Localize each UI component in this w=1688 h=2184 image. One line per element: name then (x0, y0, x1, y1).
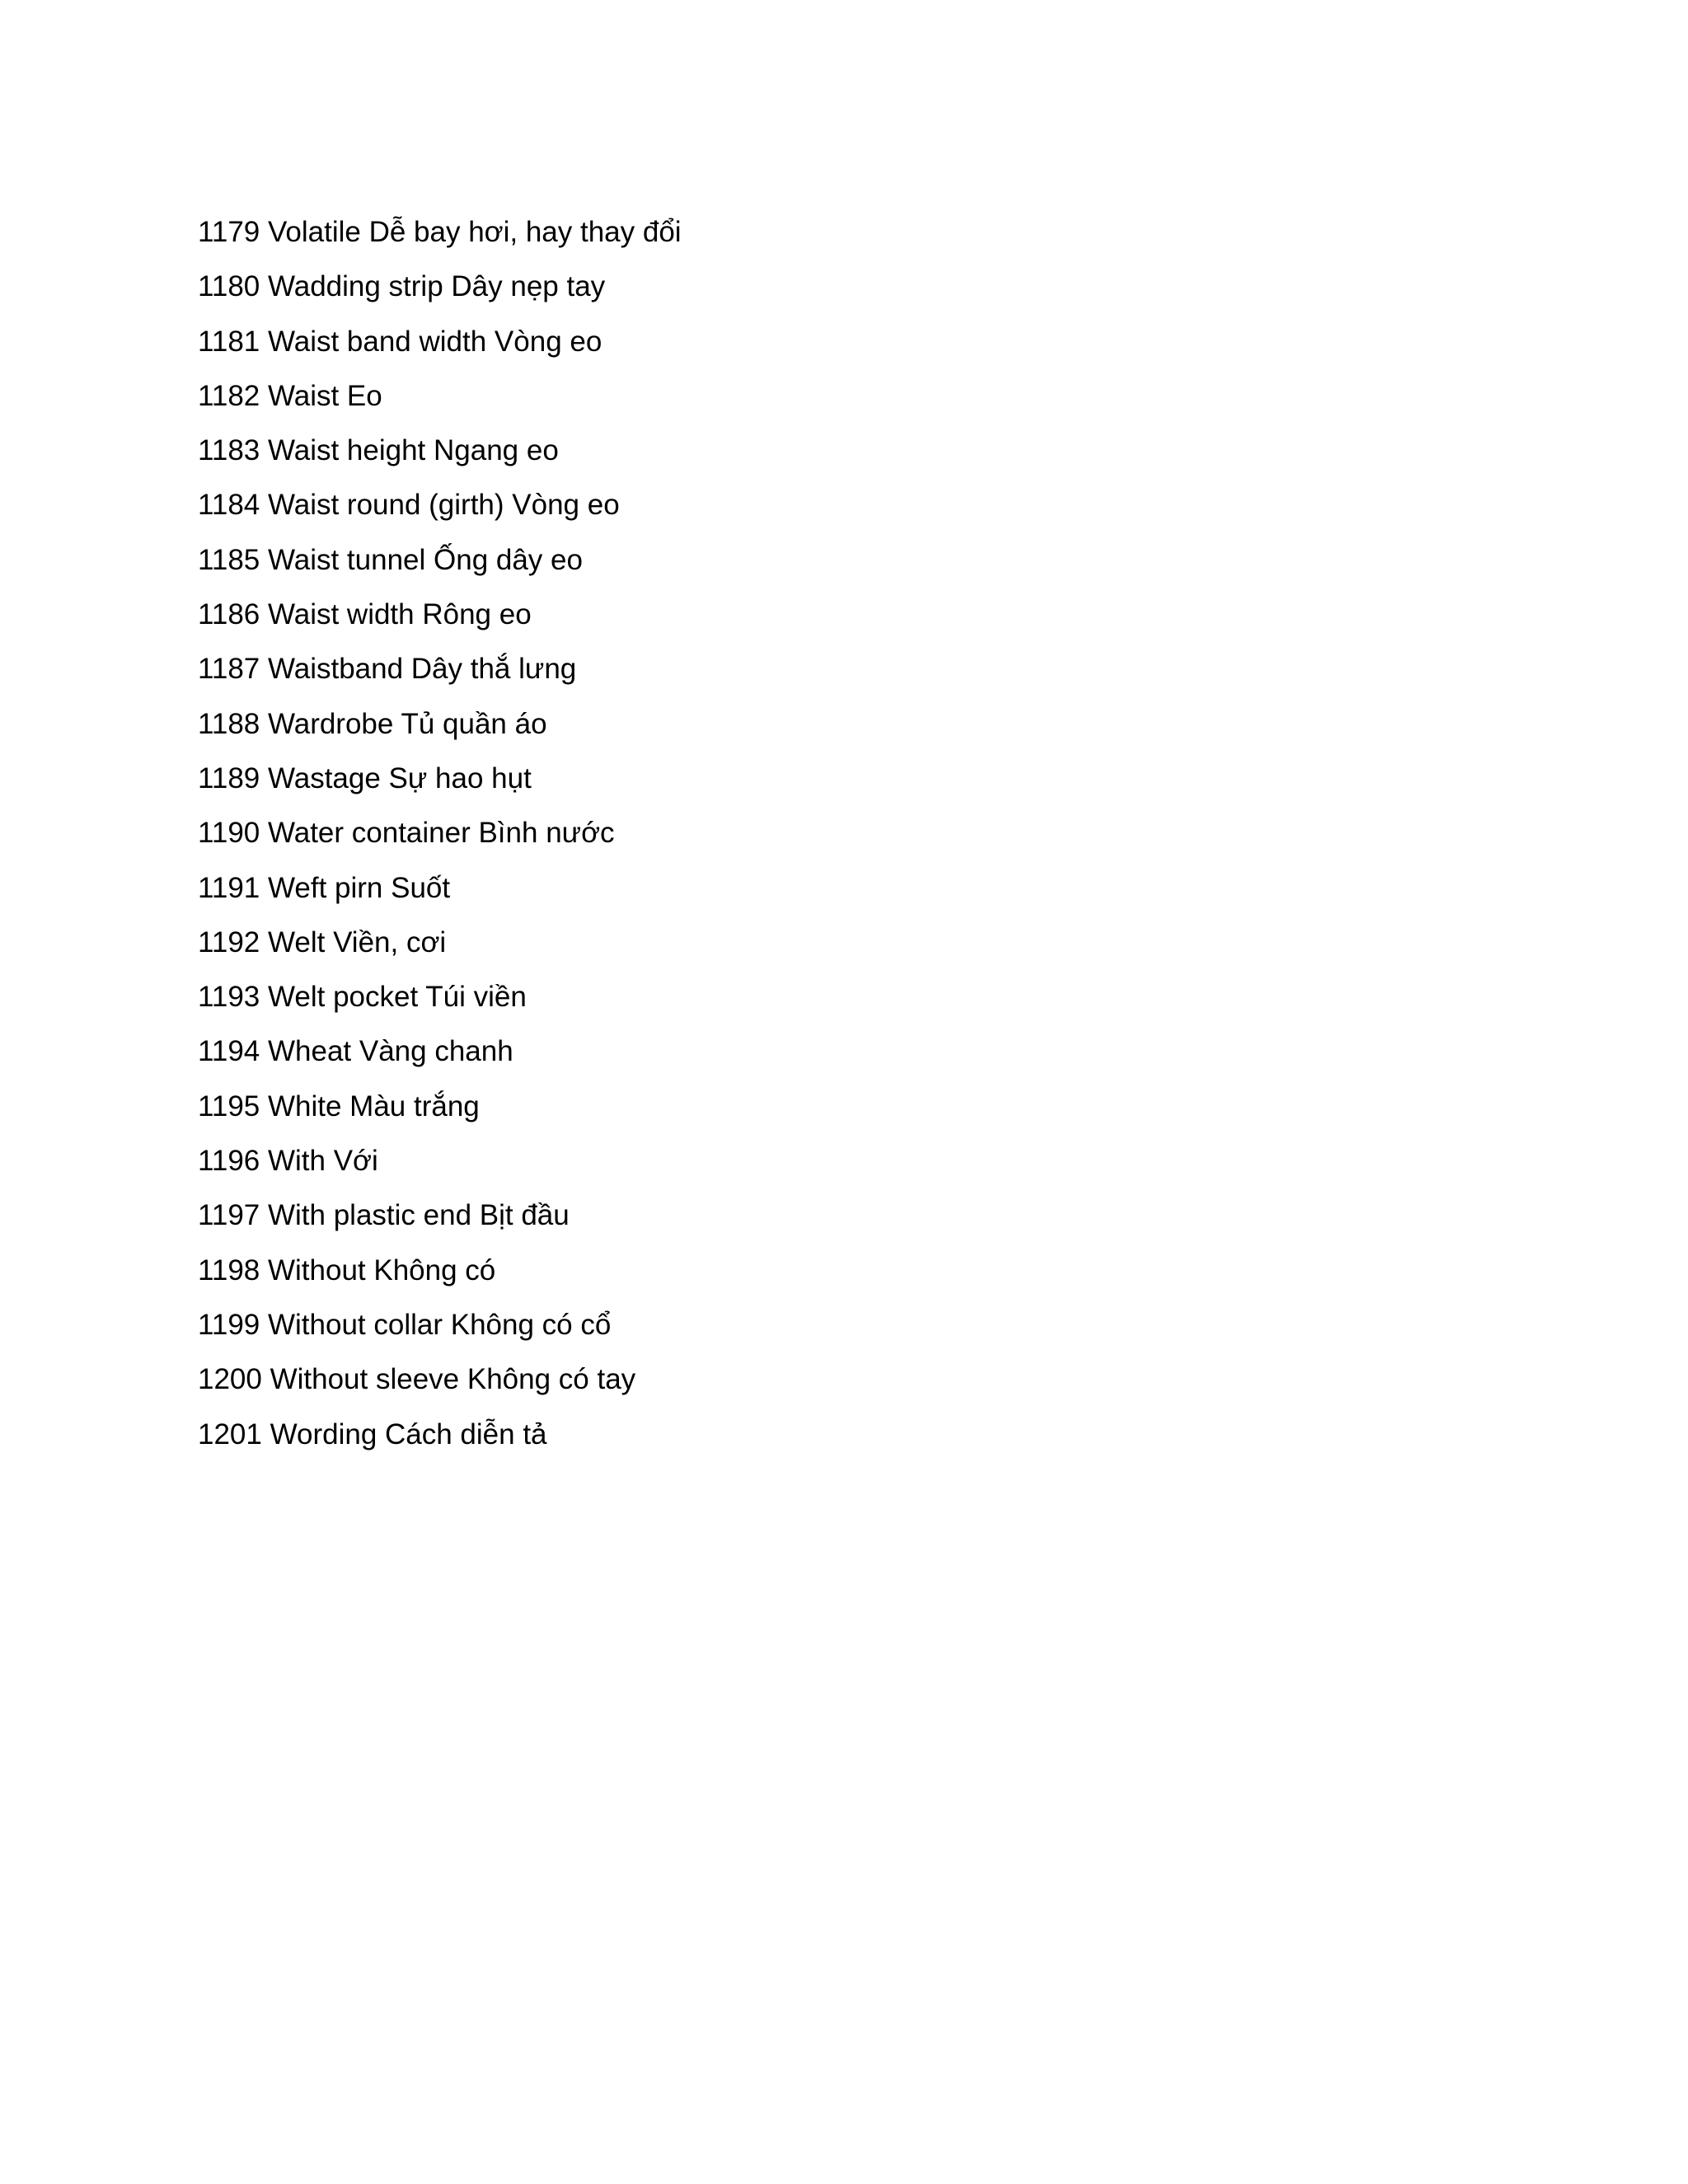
glossary-entry: 1181 Waist band width Vòng eo (198, 325, 603, 358)
glossary-entry: 1191 Weft pirn Suốt (198, 871, 451, 904)
glossary-entry: 1190 Water container Bình nước (198, 817, 615, 850)
glossary-entry: 1197 With plastic end Bịt đầu (198, 1199, 570, 1232)
glossary-entry: 1195 White Màu trắng (198, 1090, 480, 1122)
glossary-entry: 1200 Without sleeve Không có tay (198, 1363, 636, 1396)
glossary-entry: 1187 Waistband Dây thắ lưng (198, 653, 577, 686)
glossary-entry: 1201 Wording Cách diễn tả (198, 1418, 547, 1451)
glossary-entry: 1194 Wheat Vàng chanh (198, 1035, 513, 1068)
glossary-entry: 1179 Volatile Dễ bay hơi, hay thay đổi (198, 216, 682, 248)
glossary-entry: 1185 Waist tunnel Ống dây eo (198, 543, 583, 576)
glossary-entry: 1196 With Với (198, 1145, 378, 1178)
glossary-entry: 1193 Welt pocket Túi viền (198, 981, 527, 1014)
glossary-entry: 1189 Wastage Sự hao hụt (198, 762, 532, 794)
glossary-entry: 1184 Waist round (girth) Vòng eo (198, 489, 620, 522)
glossary-entry: 1199 Without collar Không có cổ (198, 1308, 612, 1341)
glossary-entry: 1182 Waist Eo (198, 379, 382, 412)
glossary-entry: 1180 Wadding strip Dây nẹp tay (198, 270, 606, 303)
glossary-entry: 1183 Waist height Ngang eo (198, 434, 559, 467)
glossary-entry: 1198 Without Không có (198, 1254, 496, 1286)
glossary-entry: 1186 Waist width Rông eo (198, 598, 532, 631)
glossary-entry: 1188 Wardrobe Tủ quần áo (198, 707, 547, 740)
glossary-list (198, 205, 682, 1462)
glossary-entry: 1192 Welt Viền, cơi (198, 926, 447, 958)
